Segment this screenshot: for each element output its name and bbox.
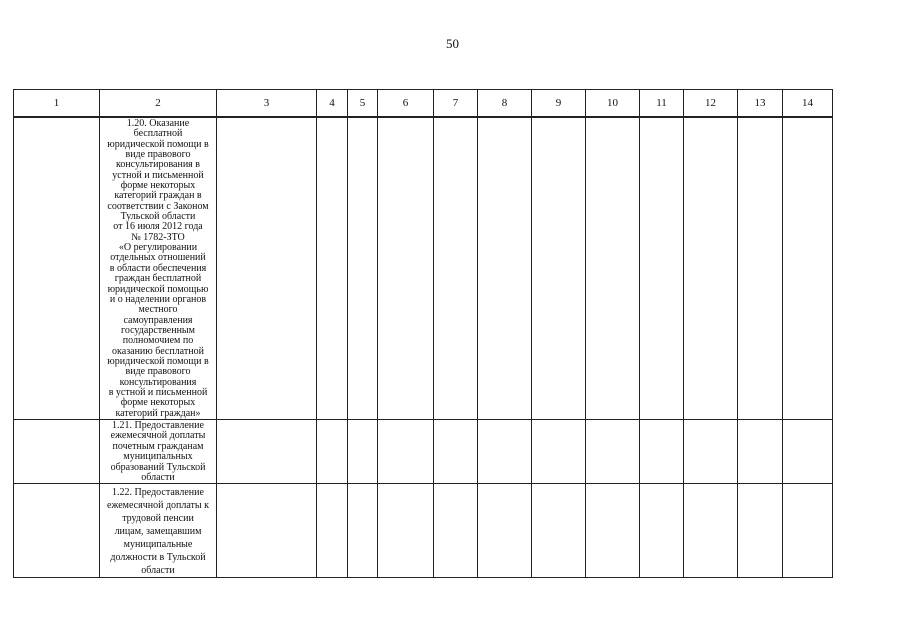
table-cell xyxy=(434,117,478,419)
table-cell xyxy=(478,117,532,419)
column-header: 2 xyxy=(100,90,217,118)
table-cell xyxy=(684,419,738,483)
item-description-cell xyxy=(100,484,217,578)
table-row xyxy=(14,419,833,483)
table-cell xyxy=(217,117,317,419)
table-cell xyxy=(478,419,532,483)
table-cell xyxy=(378,484,434,578)
table-cell xyxy=(532,484,586,578)
table-cell xyxy=(684,484,738,578)
column-header: 13 xyxy=(738,90,783,118)
table-cell xyxy=(14,484,100,578)
table-cell xyxy=(317,117,348,419)
table-cell xyxy=(348,484,378,578)
column-header: 11 xyxy=(640,90,684,118)
table-row xyxy=(14,484,833,578)
table-cell xyxy=(738,419,783,483)
table-cell xyxy=(738,484,783,578)
column-header: 8 xyxy=(478,90,532,118)
column-header: 3 xyxy=(217,90,317,118)
table-cell xyxy=(640,484,684,578)
item-description: 1.20. Оказание бесплатной юридической помощи в виде правового консультирования в устной и письменной форме некоторых категорий граждан в соответствии с Законом Тульской области от 16 июля 2012 года № 1782-ЗТО «О регулировании отдельных отношений в области обеспечения граждан бесплатной юридической помощью и о наделении органов местного самоуправления государственным полномочием по оказанию бесплатной юридической помощи в виде правового консультирования в устной и письменной форме некоторых категорий граждан» xyxy=(107,118,209,419)
column-header: 7 xyxy=(434,90,478,118)
table-cell xyxy=(586,484,640,578)
table-cell xyxy=(317,484,348,578)
column-header: 10 xyxy=(586,90,640,118)
table-cell xyxy=(14,117,100,419)
table-row xyxy=(14,117,833,419)
item-description: 1.21. Предоставление ежемесячной доплаты почетным гражданам муниципальных образований Тульской области xyxy=(110,419,206,483)
table-cell xyxy=(738,117,783,419)
table-cell xyxy=(434,484,478,578)
item-description-cell xyxy=(100,117,217,419)
column-header: 4 xyxy=(317,90,348,118)
column-number-header-row xyxy=(14,90,833,118)
table-cell xyxy=(684,117,738,419)
table-cell xyxy=(532,117,586,419)
table-cell xyxy=(783,419,833,483)
table-cell xyxy=(478,484,532,578)
table-cell xyxy=(14,419,100,483)
table-cell xyxy=(378,117,434,419)
table-cell xyxy=(217,419,317,483)
item-description: 1.22. Предоставление ежемесячной доплаты к трудовой пенсии лицам, замещавшим муниципальные должности в Тульской области xyxy=(107,487,209,577)
table-cell xyxy=(783,484,833,578)
item-description-cell xyxy=(100,419,217,483)
data-table xyxy=(13,89,833,578)
column-header: 5 xyxy=(348,90,378,118)
table-cell xyxy=(532,419,586,483)
table-cell xyxy=(783,117,833,419)
table-cell xyxy=(640,117,684,419)
table-cell xyxy=(317,419,348,483)
table-cell xyxy=(586,419,640,483)
table-cell xyxy=(378,419,434,483)
column-header: 12 xyxy=(684,90,738,118)
column-header: 14 xyxy=(783,90,833,118)
column-header: 1 xyxy=(14,90,100,118)
table-cell xyxy=(348,117,378,419)
page-number: 50 xyxy=(446,36,459,51)
column-header: 6 xyxy=(378,90,434,118)
column-header: 9 xyxy=(532,90,586,118)
table-cell xyxy=(434,419,478,483)
table-cell xyxy=(586,117,640,419)
table-cell xyxy=(640,419,684,483)
table-cell xyxy=(217,484,317,578)
table-cell xyxy=(348,419,378,483)
